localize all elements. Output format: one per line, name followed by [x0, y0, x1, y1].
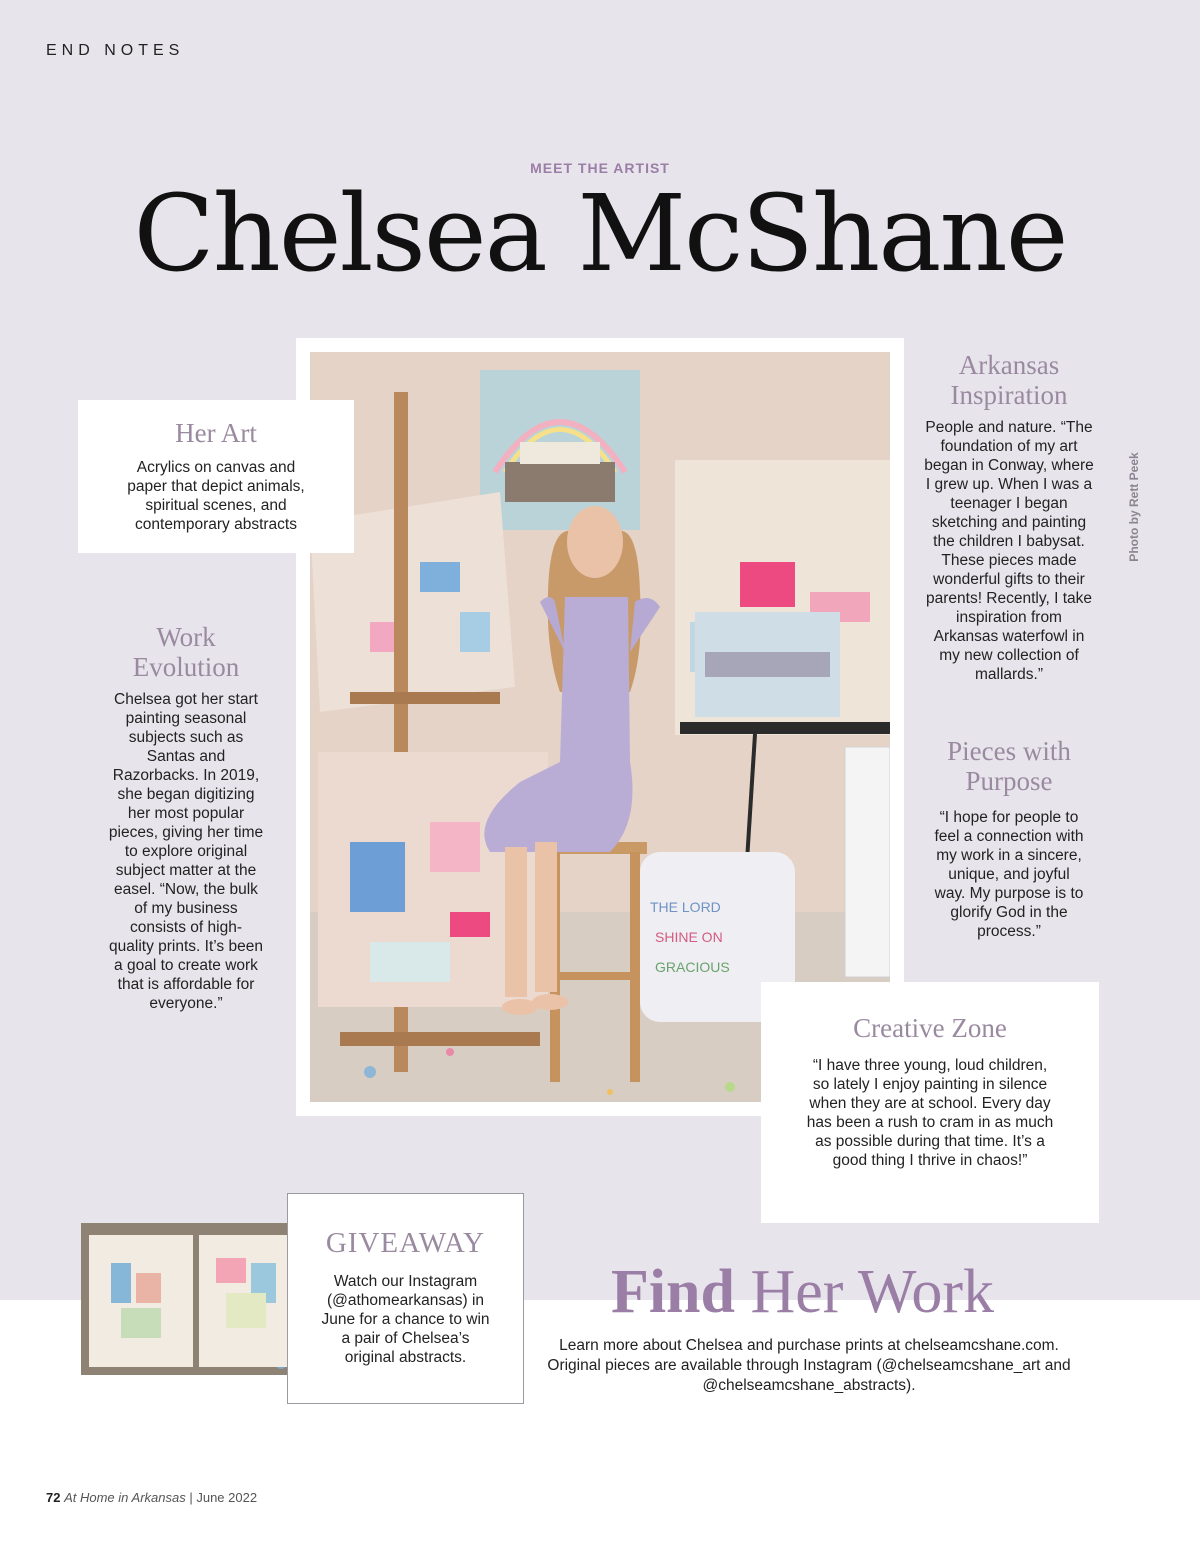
- pieces-with-purpose-section: [924, 736, 1094, 941]
- creative-zone-title: Creative Zone: [853, 1013, 1007, 1043]
- svg-text:SHINE ON: SHINE ON: [655, 929, 723, 945]
- creative-zone-box: [761, 982, 1099, 1223]
- giveaway-box: [287, 1193, 524, 1404]
- creative-zone-body: “I have three young, loud children, so lately I enjoy painting in silence when they are at school. Every day has been a rush to cram in as much as possible during that time. It’s a good thing I thrive in chaos!”: [806, 1057, 1054, 1169]
- work-evolution-body: Chelsea got her start painting seasonal subjects such as Santas and Razorbacks. In 2019, she began digitizing her most popular pieces, giving her time to explore original subject matter at the easel. “Now, the bulk of my business consists of high-quality prints. It’s been a goal to create work that is affordable for everyone.”: [108, 691, 264, 1012]
- her-art-box: [78, 400, 354, 553]
- pieces-with-purpose-title: Pieces with Purpose: [947, 736, 1071, 796]
- arkansas-inspiration-title: Arkansas Inspiration: [950, 350, 1068, 410]
- svg-text:GRACIOUS: GRACIOUS: [655, 959, 730, 975]
- photo-credit-text: Photo by Rett Peek: [1127, 452, 1141, 562]
- find-her-work-title-bold: Find: [610, 1258, 736, 1326]
- publication-name: At Home in Arkansas: [64, 1490, 186, 1505]
- her-art-title: Her Art: [175, 418, 257, 448]
- find-her-work-title: [540, 1258, 1065, 1326]
- headline: Chelsea McShane: [133, 172, 1067, 295]
- section-label: END NOTES: [46, 42, 185, 59]
- arkansas-inspiration-section: [924, 350, 1094, 684]
- find-her-work-title-rest: Her Work: [735, 1258, 995, 1326]
- giveaway-photo: [81, 1223, 311, 1375]
- photo-credit: [1126, 448, 1142, 568]
- giveaway-body: Watch our Instagram (@athomearkansas) in June for a chance to win a pair of Chelsea’s original abstracts.: [321, 1273, 490, 1366]
- pieces-with-purpose-body: “I hope for people to feel a connection with my work in a sincere, unique, and joyful way. My purpose is to glorify God in the process.”: [934, 809, 1084, 940]
- arkansas-inspiration-body: People and nature. “The foundation of my art began in Conway, where I grew up. When I was a teenager I began sketching and painting the children I babysat. These pieces made wonderful gifts to their parents! Recently, I take inspiration from Arkansas waterfowl in my new collection of mallards.”: [924, 419, 1094, 683]
- her-art-body: Acrylics on canvas and paper that depict animals, spiritual scenes, and contemporary abstracts: [127, 459, 305, 533]
- page-number: 72: [46, 1490, 61, 1505]
- svg-text:THE LORD: THE LORD: [650, 899, 721, 915]
- work-evolution-section: [108, 622, 264, 1013]
- page-footer: [46, 1490, 257, 1505]
- work-evolution-title: Work Evolution: [132, 622, 240, 682]
- find-her-work-body: Learn more about Chelsea and purchase prints at chelseamcshane.com. Original pieces are available through Instagram (@chelseamcshane_art and @chelseamcshane_abstracts).: [547, 1337, 1071, 1394]
- giveaway-title: GIVEAWAY: [325, 1227, 486, 1259]
- issue-date: | June 2022: [189, 1490, 258, 1505]
- kicker: MEET THE ARTIST: [530, 160, 670, 176]
